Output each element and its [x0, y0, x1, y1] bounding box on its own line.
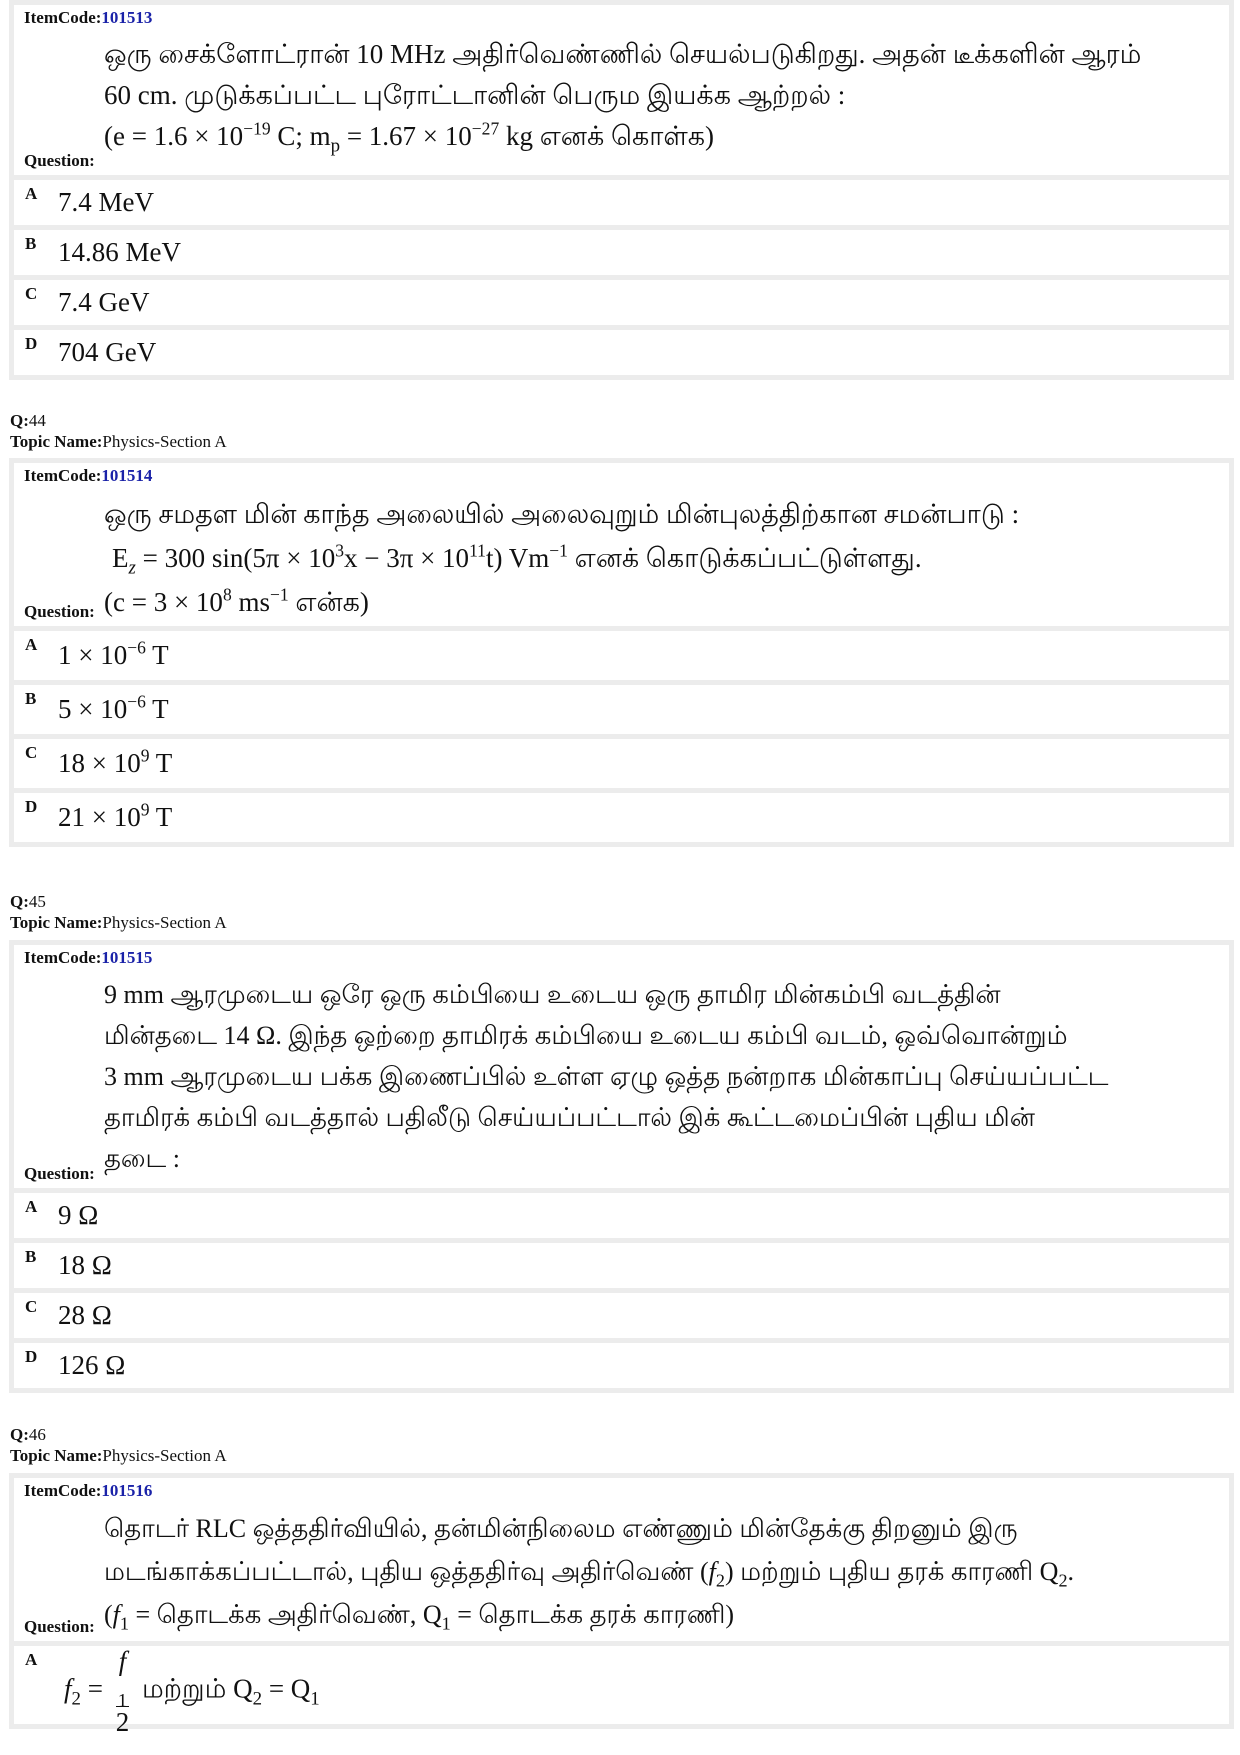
question-header-46: Q:46 Topic Name:Physics-Section A — [10, 1425, 227, 1465]
question-text: ஒரு சமதள மின் காந்த அலையில் அலைவுறும் மின்புலத்திற்கான சமன்பாடு : $E_z = 300$ $\sin(5\pi \times 10^3x - 3\pi \times 10^{11}t)$ $Vm^{-1}$ எனக் கொடுக்கப்பட்டுள்ளது. ($c = 3 \times 10^8$ $ms^{-1}$ என்க) — [104, 499, 1020, 617]
question-text: ஒரு சைக்ளோட்ரான் 10 MHz அதிர்வெண்ணில் செயல்படுகிறது. அதன் டீக்களின் ஆரம் 60 cm. முடுக்கப்பட்ட புரோட்டானின் பெரும இயக்க ஆற்றல் : ($e = 1.6 \times 10^{-19}$ C; $m_p = 1.67 \times 10^{-27}$ kg எனக் கொள்க) — [104, 39, 1142, 157]
question-body — [14, 488, 1229, 626]
question-card-101514 — [9, 458, 1234, 847]
option-a[interactable]: A $1 \times 10^{-6}$ T — [14, 631, 1229, 680]
item-code: ItemCode:101515 — [24, 948, 153, 967]
question-header-45: Q:45 Topic Name:Physics-Section A — [10, 892, 227, 932]
question-text: 9 mm ஆரமுடைய ஒரே ஒரு கம்பியை உடைய ஒரு தாமிர மின்கம்பி வடத்தின் மின்தடை 14 Ω. இந்த ஒற்றை தாமிரக் கம்பியை உடைய கம்பி வடம், ஒவ்வொன்றும் 3 mm ஆரமுடைய பக்க இணைப்பில் உள்ள ஏழு ஒத்த நன்றாக மின்காப்பு செய்யப்பட்ட தாமிரக் கம்பி வடத்தால் பதிலீடு செய்யப்பட்டால் இக் கூட்டமைப்பின் புதிய மின் தடை : — [104, 980, 1109, 1173]
item-code: ItemCode:101514 — [24, 466, 153, 485]
item-code: ItemCode:101513 — [24, 8, 153, 27]
question-body — [14, 1503, 1229, 1641]
question-body — [14, 30, 1229, 175]
option-b[interactable]: B 14.86 MeV — [14, 230, 1229, 275]
option-b[interactable]: B $5 \times 10^{-6}$ T — [14, 685, 1229, 734]
option-a-formula: $f_2$ = f $_1$ 2 மற்றும் $Q_2 = Q_1$ — [64, 1645, 320, 1737]
question-card-101516 — [9, 1473, 1234, 1737]
option-b[interactable]: B 18 Ω — [14, 1243, 1229, 1288]
option-a[interactable]: A 7.4 MeV — [14, 180, 1229, 225]
item-code: ItemCode:101516 — [24, 1481, 153, 1500]
option-c[interactable]: C $18 \times 10^9$ T — [14, 739, 1229, 788]
option-d[interactable]: D $21 \times 10^9$ T — [14, 793, 1229, 842]
option-c[interactable]: C 7.4 GeV — [14, 280, 1229, 325]
fraction: f $_1$ 2 — [115, 1645, 130, 1737]
question-body — [14, 970, 1229, 1188]
option-d[interactable]: D 704 GeV — [14, 330, 1229, 375]
question-header-44: Q:44 Topic Name:Physics-Section A — [10, 411, 227, 451]
option-a[interactable]: A $f_2$ = f $_1$ 2 மற்றும் $Q_2 = Q_1$ — [14, 1646, 1229, 1724]
question-text: தொடர் RLC ஒத்ததிர்வியில், தன்மின்நிலைம எண்ணும் மின்தேக்கு திறனும் இரு மடங்காக்கப்பட்டால், புதிய ஒத்ததிர்வு அதிர்வெண் $(f_2)$ மற்றும் புதிய தரக் காரணி $Q_2$. ($f_1$ = தொடக்க அதிர்வெண், $Q_1$ = தொடக்க தரக் காரணி) — [104, 1514, 1075, 1634]
option-a[interactable]: A 9 Ω — [14, 1193, 1229, 1238]
question-label: Question: — [24, 151, 95, 170]
question-label: Question: — [24, 602, 95, 621]
option-c[interactable]: C 28 Ω — [14, 1293, 1229, 1338]
question-card-101513 — [9, 0, 1234, 380]
question-label: Question: — [24, 1617, 95, 1636]
question-label: Question: — [24, 1164, 95, 1183]
question-card-101515 — [9, 940, 1234, 1393]
option-d[interactable]: D 126 Ω — [14, 1343, 1229, 1388]
